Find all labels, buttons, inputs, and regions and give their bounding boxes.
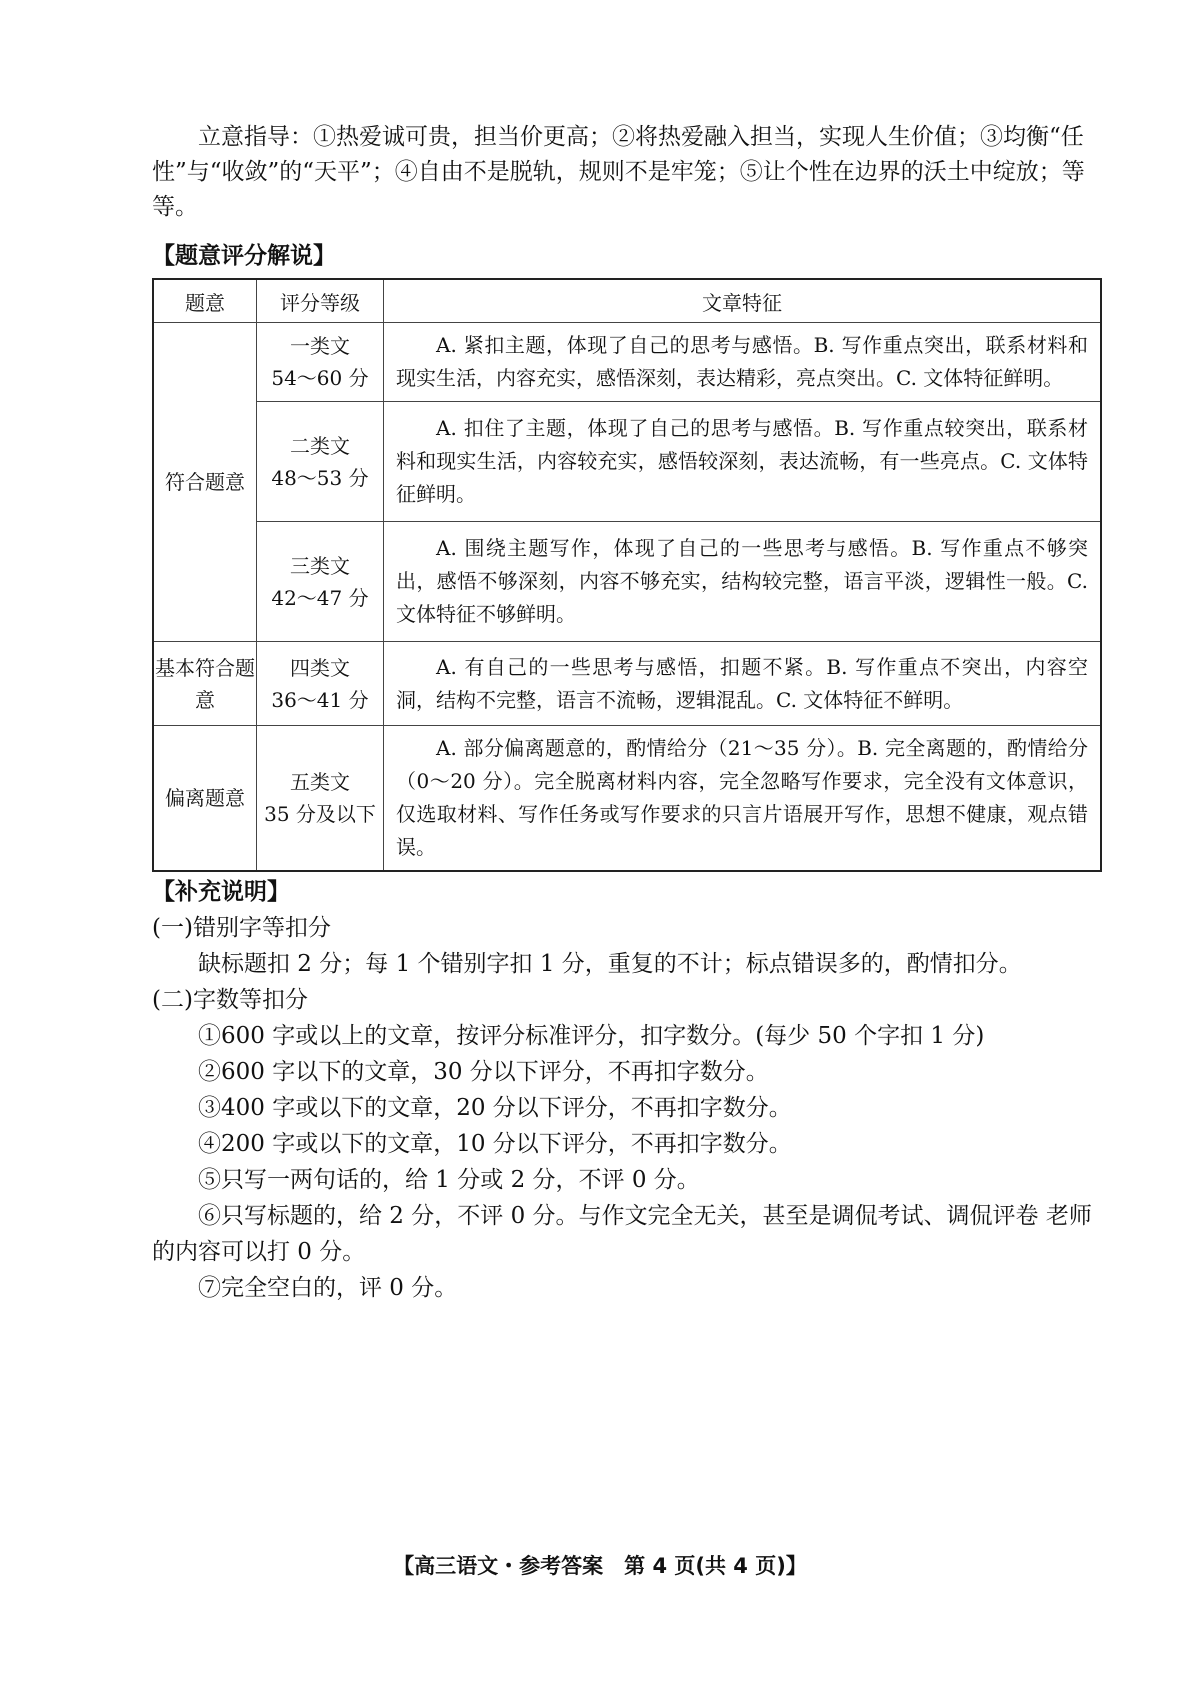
part1-title: (一)错别字等扣分 [152, 915, 331, 941]
table-row [153, 323, 1101, 402]
grade-level: 四类文 [290, 655, 350, 680]
part1-text: 缺标题扣 2 分；每 1 个错别字扣 1 分，重复的不计；标点错误多的，酌情扣分。 [198, 951, 1022, 977]
table-header-row [153, 279, 1101, 323]
list-item: ⑤只写一两句话的，给 1 分或 2 分，不评 0 分。 [198, 1167, 700, 1193]
feature-cell: A. 扣住了主题，体现了自己的思考与感悟。B. 写作重点较突出，联系材料和现实生活，内容较充实，感悟较深刻，表达流畅，有一些亮点。C. 文体特征鲜明。 [384, 402, 1102, 522]
group-label-fit: 符合题意 [153, 323, 257, 642]
scoring-table [152, 278, 1102, 872]
supplement-heading: 【补充说明】 [152, 879, 290, 905]
table-row [153, 726, 1101, 872]
grade-score: 35 分及以下 [264, 802, 376, 826]
grade-score: 42～47 分 [271, 585, 369, 610]
grade-cell [257, 323, 384, 402]
group-label-deviate: 偏离题意 [153, 726, 257, 872]
table-row [153, 522, 1101, 642]
feature-cell: A. 有自己的一些思考与感悟，扣题不紧。B. 写作重点不突出，内容空洞，结构不完整，语言不流畅，逻辑混乱。C. 文体特征不鲜明。 [384, 642, 1102, 726]
feature-cell: A. 围绕主题写作，体现了自己的一些思考与感悟。B. 写作重点不够突出，感悟不够深刻，内容不够充实，结构较完整，语言平淡，逻辑性一般。C. 文体特征不够鲜明。 [384, 522, 1102, 642]
list-item: ①600 字或以上的文章，按评分标准评分，扣字数分。(每少 50 个字扣 1 分) [198, 1023, 985, 1049]
list-item: ④200 字或以下的文章，10 分以下评分，不再扣字数分。 [198, 1131, 792, 1157]
intro-paragraph: 立意指导：①热爱诚可贵，担当价更高；②将热爱融入担当，实现人生价值；③均衡“任性”与“收敛”的“天平”；④自由不是脱轨，规则不是牢笼；⑤让个性在边界的沃土中绽放；等等。 [152, 124, 1085, 220]
scoring-heading: 【题意评分解说】 [152, 243, 336, 269]
grade-level: 三类文 [290, 553, 350, 578]
grade-level: 一类文 [290, 334, 350, 358]
page-footer: 【高三语文・参考答案 第 4 页(共 4 页)】 [393, 1554, 807, 1578]
grade-level: 五类文 [290, 770, 350, 794]
grade-score: 48～53 分 [271, 465, 369, 490]
grade-score: 54～60 分 [271, 366, 369, 390]
list-item: ③400 字或以下的文章，20 分以下评分，不再扣字数分。 [198, 1095, 792, 1121]
feature-cell: A. 紧扣主题，体现了自己的思考与感悟。B. 写作重点突出，联系材料和现实生活，内容充实，感悟深刻，表达精彩，亮点突出。C. 文体特征鲜明。 [384, 323, 1102, 402]
grade-score: 36～41 分 [271, 687, 369, 712]
header-topic: 题意 [153, 279, 257, 323]
group-label-basic: 基本符合题意 [153, 642, 257, 726]
grade-level: 二类文 [290, 433, 350, 458]
table-row [153, 642, 1101, 726]
table-row [153, 402, 1101, 522]
list-item: ②600 字以下的文章，30 分以下评分，不再扣字数分。 [198, 1059, 769, 1085]
grade-cell [257, 642, 384, 726]
list-item: ⑥只写标题的，给 2 分，不评 0 分。与作文完全无关，甚至是调侃考试、调侃评卷 老师的内容可以打 0 分。 [152, 1203, 1092, 1265]
header-grade: 评分等级 [257, 279, 384, 323]
part2-title: (二)字数等扣分 [152, 987, 308, 1013]
header-features: 文章特征 [384, 279, 1102, 323]
grade-cell [257, 402, 384, 522]
grade-cell [257, 522, 384, 642]
feature-cell: A. 部分偏离题意的，酌情给分（21～35 分）。B. 完全离题的，酌情给分（0～20 分）。完全脱离材料内容，完全忽略写作要求，完全没有文体意识，仅选取材料、写作任务或写作要求的只言片语展开写作，思想不健康，观点错误。 [384, 726, 1102, 872]
list-item: ⑦完全空白的，评 0 分。 [198, 1275, 458, 1301]
grade-cell [257, 726, 384, 872]
